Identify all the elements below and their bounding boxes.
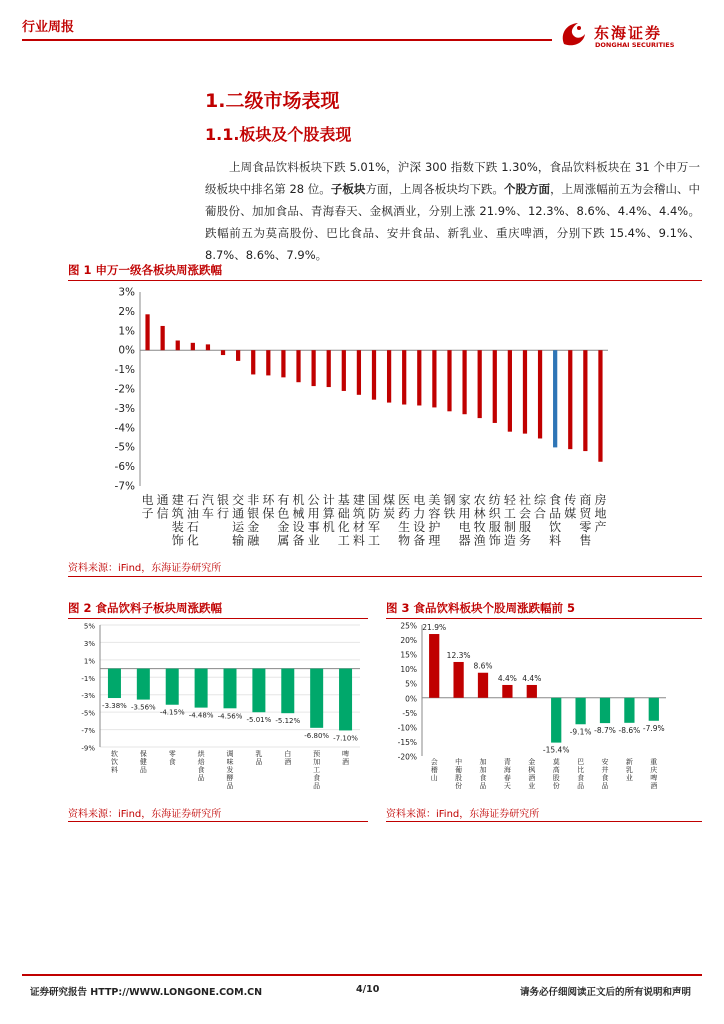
category-label-char: 加 xyxy=(479,766,487,774)
category-label-char: 业 xyxy=(307,533,320,548)
category-label-char: 行 xyxy=(217,506,230,521)
bar-中葡股份 xyxy=(453,662,463,698)
category-label-char: 媒 xyxy=(564,506,577,521)
fig1-source-rule xyxy=(68,576,702,577)
category-label-char: 交 xyxy=(232,493,245,507)
category-label-char: 合 xyxy=(534,506,547,521)
category-label-char: 健 xyxy=(139,758,147,766)
bar-食品饮料 xyxy=(553,350,557,447)
data-label: -6.80% xyxy=(304,731,330,740)
bar-煤炭 xyxy=(387,350,391,402)
fig3-title: 图 3 食品饮料板块个股周涨跌幅前 5 xyxy=(386,601,576,615)
y-tick-label: -20% xyxy=(397,752,417,762)
y-tick-label: 0% xyxy=(118,344,135,357)
category-label-char: 重 xyxy=(650,758,658,766)
category-label-char: 调 xyxy=(226,750,234,758)
category-label-char: 海 xyxy=(503,766,511,774)
category-label-char: 商 xyxy=(579,493,592,507)
category-label-char: 份 xyxy=(455,782,463,790)
category-label-char: 建 xyxy=(171,493,184,507)
y-tick-label: -5% xyxy=(114,441,135,454)
category-label-char: 发 xyxy=(226,766,234,774)
bar-社会服务 xyxy=(523,350,527,433)
category-label-char: 备 xyxy=(292,533,305,548)
y-tick-label: -2% xyxy=(114,383,135,396)
category-label-char: 筑 xyxy=(171,506,184,521)
category-label-char: 房 xyxy=(594,493,607,507)
y-tick-label: 5% xyxy=(405,679,417,689)
category-label-char: 输 xyxy=(232,533,245,548)
data-label: -5.12% xyxy=(275,717,301,726)
category-label-char: 综 xyxy=(534,493,547,507)
bar-保健品 xyxy=(137,669,150,700)
category-label-char: 食 xyxy=(168,758,176,766)
category-label-char: 通 xyxy=(232,506,245,521)
y-tick-label: 25% xyxy=(400,621,417,631)
category-label-char: 食 xyxy=(197,766,205,774)
category-label-char: 食 xyxy=(549,493,562,507)
category-label-char: 地 xyxy=(594,506,607,521)
category-label-char: 药 xyxy=(398,506,411,521)
bar-汽车 xyxy=(206,344,210,350)
category-label-char: 工 xyxy=(367,533,381,548)
category-label-char: 股 xyxy=(552,774,560,782)
data-label: 4.4% xyxy=(497,673,517,683)
footer-disclaimer: 请务必仔细阅读正文后的所有说明和声明 xyxy=(520,987,692,998)
category-label-char: 煤 xyxy=(383,493,396,507)
bar-轻工制造 xyxy=(508,350,512,431)
category-label-char: 用 xyxy=(458,506,471,521)
category-label-char: 庆 xyxy=(650,766,658,774)
category-label-char: 军 xyxy=(367,520,381,534)
category-label-char: 织 xyxy=(488,506,501,521)
category-label-char: 啤 xyxy=(342,750,350,758)
footer-rule xyxy=(22,974,702,976)
category-label-char: 酒 xyxy=(650,782,658,790)
category-label-char: 银 xyxy=(247,506,260,521)
category-label-char: 青 xyxy=(503,758,511,766)
category-label-char: 料 xyxy=(110,766,118,774)
category-label-char: 机 xyxy=(292,493,305,507)
category-label-char: 品 xyxy=(313,782,321,790)
category-label-char: 装 xyxy=(171,520,184,534)
subsector-performance-chart xyxy=(68,620,368,802)
fig3-rule xyxy=(386,618,702,619)
category-label-char: 食 xyxy=(577,774,585,782)
category-label-char: 牧 xyxy=(473,520,486,534)
bar-加加食品 xyxy=(478,673,488,698)
subsection-heading: 1.1.板块及个股表现 xyxy=(205,125,352,144)
category-label-char: 理 xyxy=(428,533,441,548)
bar-美容护理 xyxy=(432,350,436,407)
category-label-char: 护 xyxy=(428,520,441,534)
category-label-char: 食 xyxy=(313,774,321,782)
y-tick-label: -1% xyxy=(81,674,95,683)
bar-钢铁 xyxy=(447,350,451,411)
bar-建筑材料 xyxy=(357,350,361,395)
bar-石油石化 xyxy=(191,343,195,350)
y-tick-label: 1% xyxy=(83,657,95,666)
category-label-char: 酵 xyxy=(226,774,234,782)
category-label-char: 预 xyxy=(313,750,321,758)
fig2-source-rule xyxy=(68,821,368,822)
y-tick-label: -4% xyxy=(114,422,135,435)
category-label-char: 础 xyxy=(337,506,350,521)
bar-环保 xyxy=(266,350,270,375)
category-label-char: 枫 xyxy=(528,766,536,774)
category-label-char: 份 xyxy=(552,782,560,790)
category-label-char: 巴 xyxy=(577,758,585,766)
fig3-source-rule xyxy=(386,821,702,822)
category-label-char: 山 xyxy=(430,774,438,782)
category-label-char: 酒 xyxy=(284,758,292,766)
data-label: 12.3% xyxy=(446,650,471,660)
category-label-char: 品 xyxy=(479,782,487,790)
y-tick-label: -5% xyxy=(81,709,95,718)
summary-paragraph: 上周食品饮料板块下跌 5.01%，沪深 300 指数下跌 1.30%，食品饮料板块在 31 个申万一级板块中排名第 28 位。子板块方面，上周各板块均下跌。个股方面，上周涨幅前五为会稽山、中葡股份、加加食品、青海春天、金枫酒业，分别上涨 21.9%、12.3%、8.6%、4.4%、4.4%。跌幅前五为莫高股份、巴比食品、安井食品、新乳业、重庆啤酒，分别下跌 15.4%、9.1%、8.7%、8.6%、7.9%。 xyxy=(205,160,701,262)
category-label-char: 新 xyxy=(625,758,633,766)
category-label-char: 乳 xyxy=(625,766,633,774)
category-label-char: 环 xyxy=(262,493,275,507)
category-label-char: 品 xyxy=(577,782,585,790)
category-label-char: 生 xyxy=(398,520,411,534)
data-label: -3.56% xyxy=(130,703,156,712)
category-label-char: 通 xyxy=(156,493,169,507)
data-label: -8.6% xyxy=(618,725,641,735)
category-label-char: 服 xyxy=(518,520,531,534)
category-label-char: 汽 xyxy=(201,493,214,507)
category-label-char: 制 xyxy=(503,520,516,534)
category-label-char: 料 xyxy=(352,533,365,548)
category-label-char: 食 xyxy=(479,774,487,782)
category-label-char: 铁 xyxy=(443,506,456,521)
bar-纺织服饰 xyxy=(493,350,497,423)
category-label-char: 金 xyxy=(247,520,260,534)
category-label-char: 备 xyxy=(413,533,426,548)
category-label-char: 乳 xyxy=(255,750,263,758)
category-label-char: 零 xyxy=(168,750,176,758)
category-label-char: 防 xyxy=(367,506,381,521)
bar-综合 xyxy=(538,350,542,438)
bar-农林牧渔 xyxy=(478,350,482,418)
category-label-char: 莫 xyxy=(552,758,560,766)
y-tick-label: 2% xyxy=(118,305,135,318)
fig2-rule xyxy=(68,618,368,619)
category-label-char: 国 xyxy=(367,493,381,507)
bar-房地产 xyxy=(598,350,602,462)
category-label-char: 油 xyxy=(186,506,199,521)
y-tick-label: 3% xyxy=(118,286,135,299)
category-label-char: 食 xyxy=(601,774,609,782)
bar-重庆啤酒 xyxy=(649,698,659,721)
bar-青海春天 xyxy=(502,685,512,698)
category-label-char: 车 xyxy=(201,506,214,521)
bar-通信 xyxy=(161,326,165,350)
section-label: 行业周报 xyxy=(22,20,75,35)
bar-有色金属 xyxy=(281,350,285,377)
category-label-char: 林 xyxy=(473,506,486,521)
fig2-source: 资料来源：iFind，东海证券研究所 xyxy=(68,809,222,820)
bar-调味发酵品 xyxy=(224,669,237,709)
category-label-char: 饰 xyxy=(171,533,184,548)
category-label-char: 品 xyxy=(255,758,263,766)
fig1-source: 资料来源：iFind，东海证券研究所 xyxy=(68,563,222,574)
category-label-char: 天 xyxy=(503,782,511,790)
category-label-char: 售 xyxy=(579,533,592,548)
category-label-char: 饰 xyxy=(488,533,501,548)
y-tick-label: -7% xyxy=(114,480,135,493)
bar-新乳业 xyxy=(624,698,634,723)
category-label-char: 酒 xyxy=(342,758,350,766)
bar-肉制品加工 xyxy=(310,669,323,728)
bar-商贸零售 xyxy=(583,350,587,451)
category-label-char: 化 xyxy=(186,533,199,548)
footer-left: 证券研究报告 HTTP://WWW.LONGONE.COM.CN xyxy=(30,987,263,998)
category-label-char: 筑 xyxy=(352,506,365,521)
data-label: -8.7% xyxy=(594,726,616,736)
category-label-char: 葡 xyxy=(455,766,463,774)
category-label-char: 美 xyxy=(428,493,441,507)
category-label-char: 业 xyxy=(528,782,536,790)
data-label: -7.10% xyxy=(333,734,358,743)
category-label-char: 运 xyxy=(232,520,245,534)
category-label-char: 信 xyxy=(156,506,169,521)
category-label-char: 电 xyxy=(141,493,154,507)
bar-烘焙食品 xyxy=(195,669,208,708)
data-label: -3.38% xyxy=(102,702,127,711)
category-label-char: 安 xyxy=(601,758,609,766)
bar-巴比食品 xyxy=(575,698,585,724)
bar-家用电器 xyxy=(462,350,466,414)
category-label-char: 器 xyxy=(458,533,471,548)
category-label-char: 品 xyxy=(197,774,205,782)
category-label-char: 工 xyxy=(313,766,321,774)
category-label-char: 算 xyxy=(322,506,335,521)
category-label-char: 石 xyxy=(186,520,199,534)
category-label-char: 用 xyxy=(307,506,320,521)
category-label-char: 子 xyxy=(141,506,154,521)
category-label-char: 会 xyxy=(518,506,531,521)
data-label: -4.15% xyxy=(159,708,185,717)
data-label: -7.9% xyxy=(642,723,665,733)
section-heading: 1.二级市场表现 xyxy=(205,90,340,112)
logo-name: 东海证券 xyxy=(594,24,663,42)
category-label-char: 金 xyxy=(528,758,536,766)
category-label-char: 化 xyxy=(337,520,350,534)
y-tick-label: -3% xyxy=(114,402,135,415)
bar-白酒 xyxy=(281,669,294,714)
category-label-char: 容 xyxy=(428,506,441,521)
category-label-char: 比 xyxy=(577,766,585,774)
data-label: -9.1% xyxy=(569,727,592,737)
fig1-title: 图 1 申万一级各板块周涨跌幅 xyxy=(68,263,223,277)
category-label-char: 工 xyxy=(337,533,350,548)
category-label-char: 石 xyxy=(186,493,199,507)
data-label: -4.48% xyxy=(188,711,214,720)
category-label-char: 稽 xyxy=(430,766,438,774)
bar-安井食品 xyxy=(600,698,610,723)
category-label-char: 加 xyxy=(313,758,321,766)
sector-performance-chart xyxy=(68,284,702,554)
category-label-char: 设 xyxy=(292,520,305,534)
category-label-char: 炭 xyxy=(383,506,396,521)
y-tick-label: 3% xyxy=(83,639,95,648)
category-label-char: 轻 xyxy=(503,493,516,507)
category-label-char: 务 xyxy=(518,533,531,548)
data-label: -4.56% xyxy=(217,712,243,721)
y-tick-label: 10% xyxy=(400,665,417,675)
category-label-char: 味 xyxy=(226,758,234,766)
y-tick-label: 0% xyxy=(405,694,417,704)
category-label-char: 工 xyxy=(503,506,516,521)
category-label-char: 设 xyxy=(413,520,426,534)
y-tick-label: -9% xyxy=(81,744,95,753)
category-label-char: 材 xyxy=(352,520,365,534)
category-label-char: 饮 xyxy=(549,520,562,534)
bar-机械设备 xyxy=(296,350,300,382)
data-label: 8.6% xyxy=(473,661,493,671)
category-label-char: 饮 xyxy=(110,758,118,766)
category-label-char: 烘 xyxy=(197,750,205,758)
category-label-char: 传 xyxy=(564,493,577,507)
category-label-char: 品 xyxy=(226,782,234,790)
category-label-char: 钢 xyxy=(443,493,456,507)
category-label-char: 电 xyxy=(458,520,471,534)
category-label-char: 井 xyxy=(601,766,609,774)
logo-mark-icon xyxy=(558,20,590,48)
y-tick-label: -1% xyxy=(114,364,135,377)
bar-会稽山 xyxy=(429,634,439,698)
data-label: 4.4% xyxy=(522,673,542,683)
category-label-char: 业 xyxy=(625,774,633,782)
bar-金枫酒业 xyxy=(527,685,537,698)
category-label-char: 公 xyxy=(307,493,320,507)
category-label-char: 料 xyxy=(549,533,562,548)
category-label-char: 酒 xyxy=(528,774,536,782)
category-label-char: 械 xyxy=(292,506,305,521)
data-label: -15.4% xyxy=(542,745,570,755)
category-label-char: 贸 xyxy=(579,506,592,521)
category-label-char: 融 xyxy=(247,533,260,548)
bar-公用事业 xyxy=(311,350,315,386)
category-label-char: 零 xyxy=(579,520,592,534)
category-label-char: 软 xyxy=(110,750,118,758)
logo-english-name: DONGHAI SECURITIES xyxy=(595,41,675,49)
category-label-char: 造 xyxy=(503,533,516,548)
category-label-char: 有 xyxy=(277,493,290,507)
category-label-char: 啤 xyxy=(650,774,658,782)
category-label-char: 医 xyxy=(398,493,411,507)
y-tick-label: -5% xyxy=(402,708,417,718)
y-tick-label: 5% xyxy=(83,622,95,631)
data-label: 21.9% xyxy=(422,623,447,633)
bar-莫高股份 xyxy=(551,698,561,743)
category-label-char: 电 xyxy=(413,493,426,507)
bar-医药生物 xyxy=(402,350,406,404)
fig1-rule xyxy=(68,280,702,281)
top-stocks-chart xyxy=(386,620,702,802)
category-label-char: 会 xyxy=(430,758,438,766)
category-label-char: 基 xyxy=(337,493,350,507)
category-label-char: 产 xyxy=(594,520,607,534)
y-tick-label: -10% xyxy=(397,723,417,733)
category-label-char: 色 xyxy=(277,506,290,521)
category-label-char: 建 xyxy=(352,493,365,507)
footer-page: 4/10 xyxy=(356,984,380,995)
y-tick-label: -15% xyxy=(397,737,417,747)
bar-非银金融 xyxy=(251,350,255,374)
category-label-char: 中 xyxy=(455,758,463,766)
category-label-char: 服 xyxy=(488,520,501,534)
category-label-char: 股 xyxy=(455,774,463,782)
category-label-char: 非 xyxy=(247,493,260,507)
fig3-source: 资料来源：iFind，东海证券研究所 xyxy=(386,809,540,820)
category-label-char: 焙 xyxy=(197,758,205,766)
category-label-char: 品 xyxy=(139,766,147,774)
y-tick-label: -6% xyxy=(114,461,135,474)
y-tick-label: -3% xyxy=(81,692,95,701)
category-label-char: 品 xyxy=(601,782,609,790)
category-label-char: 保 xyxy=(262,506,275,521)
category-label-char: 社 xyxy=(518,493,531,507)
bar-基础化工 xyxy=(342,350,346,391)
header-rule xyxy=(22,39,552,41)
y-tick-label: 20% xyxy=(400,636,417,646)
y-tick-label: 1% xyxy=(118,325,135,338)
category-label-char: 家 xyxy=(458,493,471,507)
company-logo xyxy=(558,22,708,48)
category-label-char: 力 xyxy=(413,506,426,521)
category-label-char: 渔 xyxy=(473,533,486,548)
bar-建筑装饰 xyxy=(176,341,180,351)
category-label-char: 高 xyxy=(552,766,560,774)
bar-计算机 xyxy=(327,350,331,387)
fig2-title: 图 2 食品饮料子板块周涨跌幅 xyxy=(68,601,223,615)
category-label-char: 春 xyxy=(503,774,511,782)
category-label-char: 品 xyxy=(549,506,562,521)
bar-软饮料 xyxy=(108,669,121,698)
bar-电力设备 xyxy=(417,350,421,405)
bar-电子 xyxy=(145,314,149,350)
category-label-char: 计 xyxy=(322,493,335,507)
category-label-char: 属 xyxy=(277,533,290,548)
category-label-char: 物 xyxy=(398,533,411,548)
bar-零食 xyxy=(166,669,179,705)
y-tick-label: 15% xyxy=(400,650,417,660)
category-label-char: 金 xyxy=(277,520,290,534)
category-label-char: 农 xyxy=(473,493,486,507)
bar-啤酒 xyxy=(339,669,352,731)
bar-银行 xyxy=(221,350,225,355)
category-label-char: 纺 xyxy=(488,493,501,507)
y-tick-label: -7% xyxy=(81,727,95,736)
category-label-char: 机 xyxy=(322,520,335,534)
category-label-char: 白 xyxy=(284,750,292,758)
data-label: -5.01% xyxy=(246,716,272,725)
category-label-char: 加 xyxy=(479,758,487,766)
bar-国防军工 xyxy=(372,350,376,399)
bar-乳品 xyxy=(252,669,265,713)
category-label-char: 事 xyxy=(307,520,320,534)
category-label-char: 银 xyxy=(217,493,230,507)
category-label-char: 保 xyxy=(139,750,147,758)
bar-传媒 xyxy=(568,350,572,449)
bar-交通运输 xyxy=(236,350,240,361)
